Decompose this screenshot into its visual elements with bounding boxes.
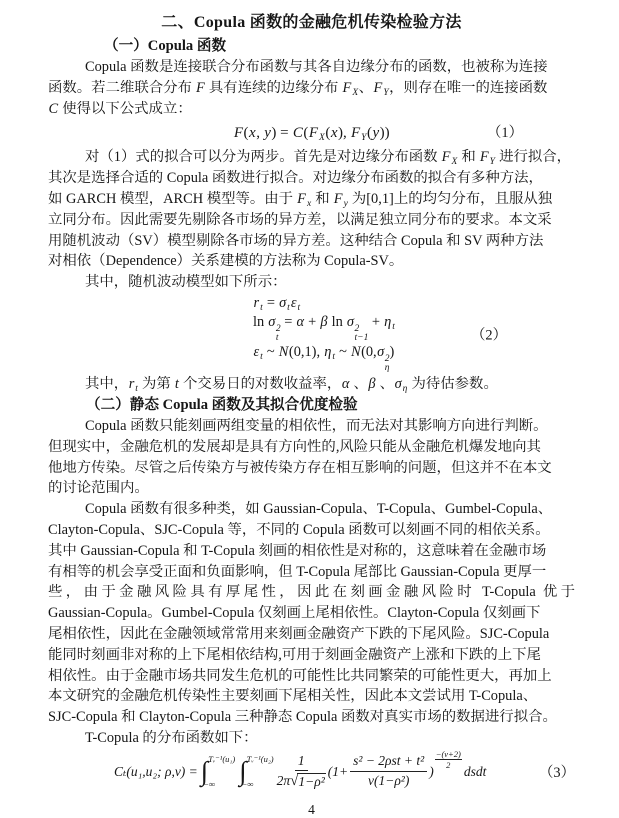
text-run: (0, <box>361 344 377 361</box>
text-line <box>48 686 575 707</box>
subscript-run: t−1 <box>354 333 369 344</box>
fraction-kernel <box>350 753 427 790</box>
text-run: 相依性。由于金融市场共同发生危机的可能性比共同繁荣的可能性更大，再加上 <box>48 667 552 684</box>
integral-2-lower-limit: −∞ <box>241 779 254 790</box>
math-italic-run: ε <box>253 344 260 361</box>
math-italic-run: y <box>372 125 380 142</box>
text-run: Copula 函数有很多种类，如 Gaussian-Copula、T-Copula、Gumbel-Copula、 <box>85 501 553 518</box>
subscript-run: t <box>392 322 395 333</box>
subsection-heading-1: （一）Copula 函数 <box>104 38 227 54</box>
open-paren: (1+ <box>327 763 349 779</box>
text-run: 尾相依性，因此在金融领域常常用来刻画金融资产下跌的下尾风险。SJC-Copula <box>48 626 550 643</box>
text-run: 其中，随机波动模型如下所示： <box>85 274 287 291</box>
page-number: 4 <box>308 801 315 817</box>
text-run: + <box>304 314 320 331</box>
math-italic-run: N <box>350 344 361 361</box>
text-line <box>48 57 575 78</box>
text-line <box>48 582 575 603</box>
text-run: 和 <box>457 149 480 166</box>
equation-3-lhs: Cₜ(u₁,u₂; ρ,v) = <box>114 763 198 779</box>
exponent-fraction <box>435 749 462 770</box>
math-italic-run: ε <box>290 294 297 311</box>
equation-3-number: （3） <box>539 765 575 782</box>
equation-2-line-2 <box>253 313 575 343</box>
subsup-stack <box>355 325 369 343</box>
text-line <box>48 520 575 541</box>
text-run: SJC-Copula 和 Clayton-Copula 三种静态 Copula 函数对真实市场的数据进行拟合。 <box>48 709 557 726</box>
text-run: 、 <box>358 79 374 96</box>
subscript-run: t <box>260 302 263 313</box>
superscript-run: 2 <box>384 354 390 365</box>
text-line <box>48 78 575 99</box>
text-line <box>48 458 575 479</box>
math-italic-run: η <box>324 344 332 361</box>
math-italic-run: N <box>278 344 289 361</box>
close-paren: ) <box>429 763 434 779</box>
sqrt-radicand: 1−ρ² <box>298 773 325 789</box>
fraction-density-numerator: 1 <box>295 753 308 772</box>
text-line <box>48 478 575 499</box>
subscript-run: t <box>287 302 290 313</box>
equation-2-line-3 <box>253 343 575 373</box>
text-run: 具有连续的边缘分布 <box>205 79 343 96</box>
equation-2 <box>48 294 575 373</box>
text-run: = <box>280 314 296 331</box>
equation-3 <box>48 749 575 795</box>
fraction-kernel-numerator: s² − 2ρst + t² <box>350 753 427 772</box>
text-run: ( <box>366 125 372 142</box>
integral-2-upper-limit: Tᵥ⁻¹(u₂) <box>246 753 274 764</box>
text-run: 进行拟合， <box>495 149 572 166</box>
text-line <box>48 168 575 189</box>
text-run: + <box>368 314 384 331</box>
superscript-run: 2 <box>275 324 281 335</box>
text-line <box>48 645 575 666</box>
text-run: ~ <box>335 344 351 361</box>
text-run: )) <box>379 125 390 142</box>
text-line <box>48 562 575 583</box>
text-run: ( <box>303 125 309 142</box>
integral-icon: ∫ <box>200 756 209 787</box>
subscript-run: X <box>319 133 325 144</box>
paragraph-sv-model-intro <box>48 272 575 293</box>
text-run: 为待估参数。 <box>407 376 498 393</box>
subscript-run: Y <box>383 87 389 98</box>
exponent-denominator: 2 <box>446 760 451 771</box>
math-italic-run: F <box>308 125 319 142</box>
math-italic-run: σ <box>279 294 287 311</box>
fraction-kernel-denominator: v(1−ρ²) <box>367 773 410 789</box>
equation-2-body <box>253 294 575 373</box>
text-line <box>48 210 575 231</box>
integral-icon: ∫ <box>239 756 247 787</box>
math-italic-run: F <box>441 149 451 166</box>
equation-2-number: （2） <box>471 327 507 344</box>
subsection-heading-2: （二）静态 Copula 函数及其拟合优度检验 <box>86 397 358 414</box>
text-run: 函数。若二维联合分布 <box>48 79 196 96</box>
text-line <box>48 728 575 749</box>
math-italic-run: C <box>292 125 303 142</box>
text-run: (0,1), <box>288 344 324 361</box>
math-italic-run: σ <box>377 344 385 361</box>
math-italic-run: C <box>48 100 59 117</box>
section-title: 二、Copula 函数的金融危机传染检验方法 <box>161 14 462 31</box>
paragraph-tcopula-intro <box>48 728 575 749</box>
text-run: 为[0,1]上的均匀分布，且服从独 <box>348 190 553 207</box>
text-run: 为第 <box>138 376 175 393</box>
text-line <box>48 437 575 458</box>
math-italic-run: σ <box>268 314 276 331</box>
text-run: ( <box>243 125 249 142</box>
subscript-run: t <box>260 352 263 363</box>
integral-2 <box>239 755 273 789</box>
text-line <box>48 231 575 252</box>
subscript-run: t <box>135 384 138 395</box>
math-italic-run: F <box>233 125 244 142</box>
subscript-run: t <box>332 352 335 363</box>
math-italic-run: r <box>128 376 135 393</box>
math-italic-run: x <box>249 125 256 142</box>
paragraph-sv-parameters <box>48 374 575 395</box>
text-run: 其中 Gaussian-Copula 和 T-Copula 刻画的相依性是对称的，这意味着在金融市场 <box>48 542 547 559</box>
text-run: 对相依（Dependence）关系建模的方法称为 Copula-SV。 <box>48 253 404 270</box>
math-italic-run: F <box>351 125 361 142</box>
text-run: 其次是选择合适的 Copula 函数进行拟合。对边缘分布函数的拟合有多种方法， <box>48 170 543 187</box>
math-italic-run: F <box>479 149 489 166</box>
text-line <box>48 416 575 437</box>
integral-1-limits <box>203 753 236 790</box>
text-run: 立同分布。因此需要先剔除各市场的异方差，以满足独立同分布的要求。本文采 <box>48 211 552 228</box>
subscript-run: Y <box>361 133 367 144</box>
text-run: 些，由于金融风险具有厚尾性，因此在刻画金融风险时 T-Copula 优于 <box>48 584 575 601</box>
math-italic-run: F <box>297 190 306 207</box>
denominator-prefix: 2π <box>276 773 291 789</box>
text-line <box>48 147 575 168</box>
paragraph-fitting-steps <box>48 147 575 272</box>
math-italic-run: F <box>373 79 383 96</box>
text-run: T-Copula 的分布函数如下： <box>85 730 258 747</box>
text-run: 本文研究的金融危机传染性主要刻画下尾相关性，因此本文尝试用 T-Copula、 <box>48 688 538 705</box>
text-line <box>48 99 575 120</box>
fraction-density <box>277 753 326 792</box>
math-italic-run: α <box>296 314 305 331</box>
text-run: ln <box>328 314 347 331</box>
differential-term: dsdt <box>463 763 487 779</box>
paragraph-direction-limitation <box>48 416 575 499</box>
text-run: 使得以下公式成立： <box>58 100 192 117</box>
text-run: ( <box>325 125 331 142</box>
text-run: ) <box>389 344 395 361</box>
integral-1-lower-limit: −∞ <box>203 779 215 790</box>
text-run: Gaussian-Copula。Gumbel-Copula 仅刻画上尾相依性。Clayton-Copula 仅刻画下 <box>48 605 541 622</box>
subscript-run: y <box>343 198 348 209</box>
math-italic-run: x <box>330 125 338 142</box>
text-run: 的讨论范围内。 <box>48 480 149 497</box>
text-run: ln <box>253 314 268 331</box>
text-line <box>48 189 575 210</box>
math-italic-run: α <box>341 376 350 393</box>
text-run: 其中， <box>85 376 129 393</box>
math-italic-run: σ <box>394 376 402 393</box>
text-line <box>48 603 575 624</box>
text-line <box>48 624 575 645</box>
math-italic-run: F <box>196 79 205 96</box>
math-italic-run: r <box>253 294 260 311</box>
text-run: 能同时刻画非对称的上下尾相依结构,可用于刻画金融资产上涨和下跌的上下尾 <box>48 646 541 663</box>
text-run: 个交易日的对数收益率， <box>179 376 342 393</box>
text-run: Clayton-Copula、SJC-Copula 等，不同的 Copula 函数可以刻画不同的相依关系。 <box>48 522 550 539</box>
sqrt-icon: √ <box>290 773 299 790</box>
exponent-numerator: −(v+2) <box>435 749 461 760</box>
text-run: 、 <box>376 376 395 393</box>
fraction-density-denominator <box>277 771 326 791</box>
text-run: 用随机波动（SV）模型剔除各市场的异方差。这种结合 Copula 和 SV 两种方法 <box>48 232 544 249</box>
text-line <box>48 272 575 293</box>
subscript-run: η <box>402 384 408 395</box>
text-line <box>48 541 575 562</box>
math-italic-run: y <box>264 125 271 142</box>
equation-1-body <box>233 125 390 144</box>
text-run: 如 GARCH 模型，ARCH 模型等。由于 <box>48 190 297 207</box>
text-run: ~ <box>263 344 279 361</box>
math-italic-run: t <box>174 376 179 393</box>
text-run: 他地方传染。尽管之后传染方与被传染方存在相互影响的问题，但这并不在本文 <box>48 459 552 476</box>
text-run: 但现实中，金融危机的发展却是具有方向性的,风险只能从金融危机爆发地向其 <box>48 438 541 455</box>
equation-1 <box>48 120 575 147</box>
text-run: 、 <box>349 376 368 393</box>
text-line <box>48 374 575 395</box>
subscript-run: η <box>384 363 390 374</box>
text-run: 有相等的机会享受正面和负面影响，但 T-Copula 尾部比 Gaussian-Copula 更厚一 <box>48 563 547 580</box>
text-run: ), <box>338 125 351 142</box>
paragraph-copula-definition <box>48 57 575 119</box>
text-run: 和 <box>311 190 334 207</box>
text-run: Copula 函数是连接联合分布函数与其各自边缘分布的函数，也被称为连接 <box>85 59 548 75</box>
subscript-run: X <box>352 87 359 98</box>
text-run: 对（1）式的拟合可以分为两步。首先是对边缘分布函数 <box>85 149 442 166</box>
text-run: ) = <box>271 125 293 142</box>
math-italic-run: β <box>320 314 328 331</box>
subscript-run: t <box>275 333 279 344</box>
integral-1-upper-limit: Tᵥ⁻¹(u₁) <box>208 753 236 764</box>
math-italic-run: F <box>342 79 352 96</box>
math-italic-run: β <box>368 376 376 393</box>
text-run: Copula 函数只能刻画两组变量的相依性，而无法对其影响方向进行判断。 <box>85 418 548 435</box>
text-line <box>48 666 575 687</box>
integral-2-limits <box>241 753 274 790</box>
subscript-run: t <box>297 302 301 313</box>
paragraph-copula-types <box>48 499 575 728</box>
text-run: , <box>256 125 264 142</box>
equation-2-line-1 <box>253 294 575 313</box>
text-line <box>48 499 575 520</box>
text-run: = <box>263 294 279 311</box>
equation-1-number: （1） <box>487 125 523 142</box>
subscript-run: X <box>451 157 458 168</box>
math-italic-run: σ <box>346 314 355 331</box>
math-italic-run: F <box>333 190 343 207</box>
integral-1 <box>201 755 235 789</box>
text-run: ，则存在唯一的连接函数 <box>389 79 548 96</box>
text-line <box>48 251 575 272</box>
math-italic-run: η <box>384 314 392 331</box>
text-line <box>48 707 575 728</box>
superscript-run: 2 <box>354 324 360 335</box>
subscript-run: Y <box>489 157 495 168</box>
subscript-run: x <box>306 198 312 209</box>
